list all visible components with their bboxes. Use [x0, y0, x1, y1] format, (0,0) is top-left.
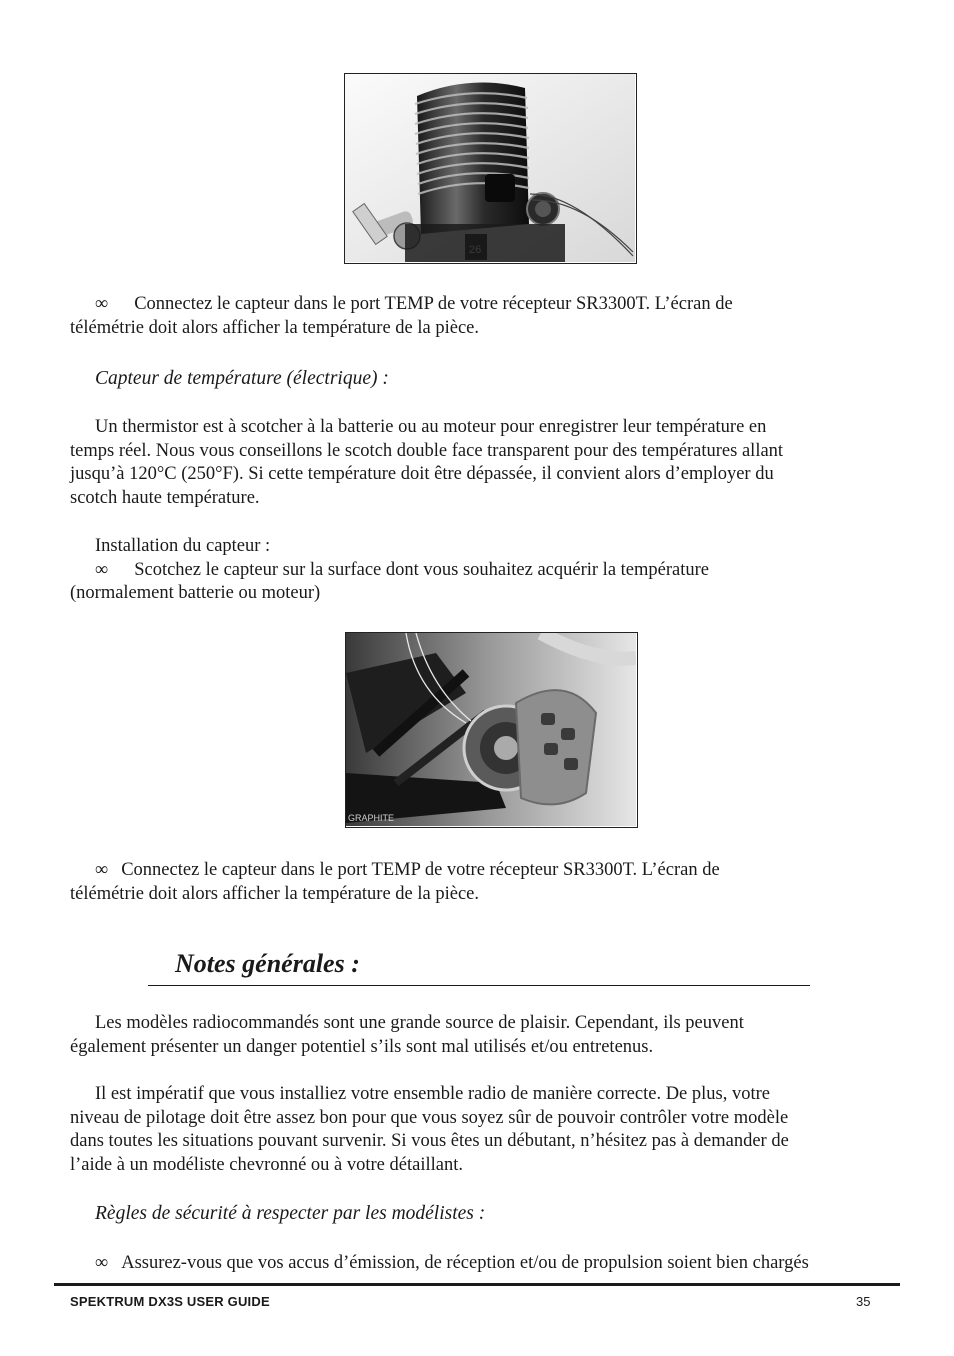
- paragraph-line: [70, 1012, 900, 1036]
- paragraph-line: jusqu’à 120°C (250°F). Si cette température doit être dépassée, il convient alors d’employer du: [70, 464, 774, 484]
- bullet-connect-sensor-1: [70, 293, 880, 340]
- safety-bullet: [70, 1252, 900, 1276]
- page-number: 35: [856, 1294, 871, 1309]
- motor-marking: GRAPHITE: [348, 813, 395, 823]
- bullet-text: Assurez-vous que vos accus d’émission, de réception et/ou de propulsion soient bien chargés: [121, 1253, 809, 1273]
- thermistor-paragraph: [70, 416, 900, 510]
- bullet-text-cont: télémétrie doit alors afficher la température de la pièce.: [70, 317, 480, 338]
- line-text: Les modèles radiocommandés sont une grande source de plaisir. Cependant, ils peuvent: [95, 1013, 744, 1033]
- paragraph-line: [70, 1083, 900, 1107]
- infinity-bullet-icon: ∞: [95, 294, 109, 314]
- installation-block: [70, 535, 900, 606]
- paragraph-line: l’aide à un modéliste chevronné ou à votre détaillant.: [70, 1154, 463, 1175]
- motor-photo-graphic: [346, 633, 636, 826]
- footer-rule: [54, 1283, 900, 1286]
- infinity-bullet-icon: ∞: [95, 1253, 109, 1273]
- paragraph-line: scotch haute température.: [70, 487, 260, 508]
- notes-heading: Notes générales :: [175, 949, 360, 978]
- line-text: Un thermistor est à scotcher à la batterie ou au moteur pour enregistrer leur température en: [95, 417, 767, 437]
- install-paragraph: [70, 1083, 900, 1177]
- notes-heading-rule: [148, 985, 810, 986]
- paragraph-line: dans toutes les situations pouvant survenir. Si vous êtes un débutant, n’hésitez pas à demander de: [70, 1131, 789, 1151]
- paragraph-line: [70, 416, 900, 440]
- installation-bullet-cont: (normalement batterie ou moteur): [70, 583, 321, 603]
- section-heading-safety: Règles de sécurité à respecter par les modélistes :: [95, 1203, 486, 1224]
- infinity-bullet-icon: ∞: [95, 559, 109, 580]
- installation-title: [70, 535, 900, 559]
- bullet-text: Scotchez le capteur sur la surface dont vous souhaitez acquérir la température: [134, 559, 709, 580]
- line-text: Installation du capteur :: [95, 536, 271, 556]
- footer-guide-title: SPEKTRUM DX3S USER GUIDE: [70, 1294, 270, 1309]
- bullet-connect-sensor-2: [70, 859, 880, 906]
- bullet-text: Connectez le capteur dans le port TEMP de votre récepteur SR3300T. L’écran de: [134, 294, 733, 314]
- section-heading-electric: Capteur de température (électrique) :: [95, 368, 389, 389]
- motor-photo: [345, 632, 638, 828]
- infinity-bullet-icon: ∞: [95, 860, 109, 880]
- paragraph-line: temps réel. Nous vous conseillons le scotch double face transparent pour des températures allant: [70, 440, 784, 461]
- paragraph-line: également présenter un danger potentiel s’ils sont mal utilisés et/ou entretenus.: [70, 1036, 654, 1057]
- engine-photo: [344, 73, 637, 264]
- bullet-text-cont: télémétrie doit alors afficher la température de la pièce.: [70, 883, 480, 904]
- engine-photo-graphic: [345, 74, 635, 262]
- bullet-text: Connectez le capteur dans le port TEMP de votre récepteur SR3300T. L’écran de: [121, 860, 720, 880]
- line-text: Il est impératif que vous installiez votre ensemble radio de manière correcte. De plus, votre: [95, 1084, 770, 1104]
- paragraph-line: niveau de pilotage doit être assez bon pour que vous soyez sûr de pouvoir contrôler votre modèle: [70, 1107, 789, 1128]
- installation-bullet: [70, 559, 900, 583]
- models-paragraph: [70, 1012, 900, 1059]
